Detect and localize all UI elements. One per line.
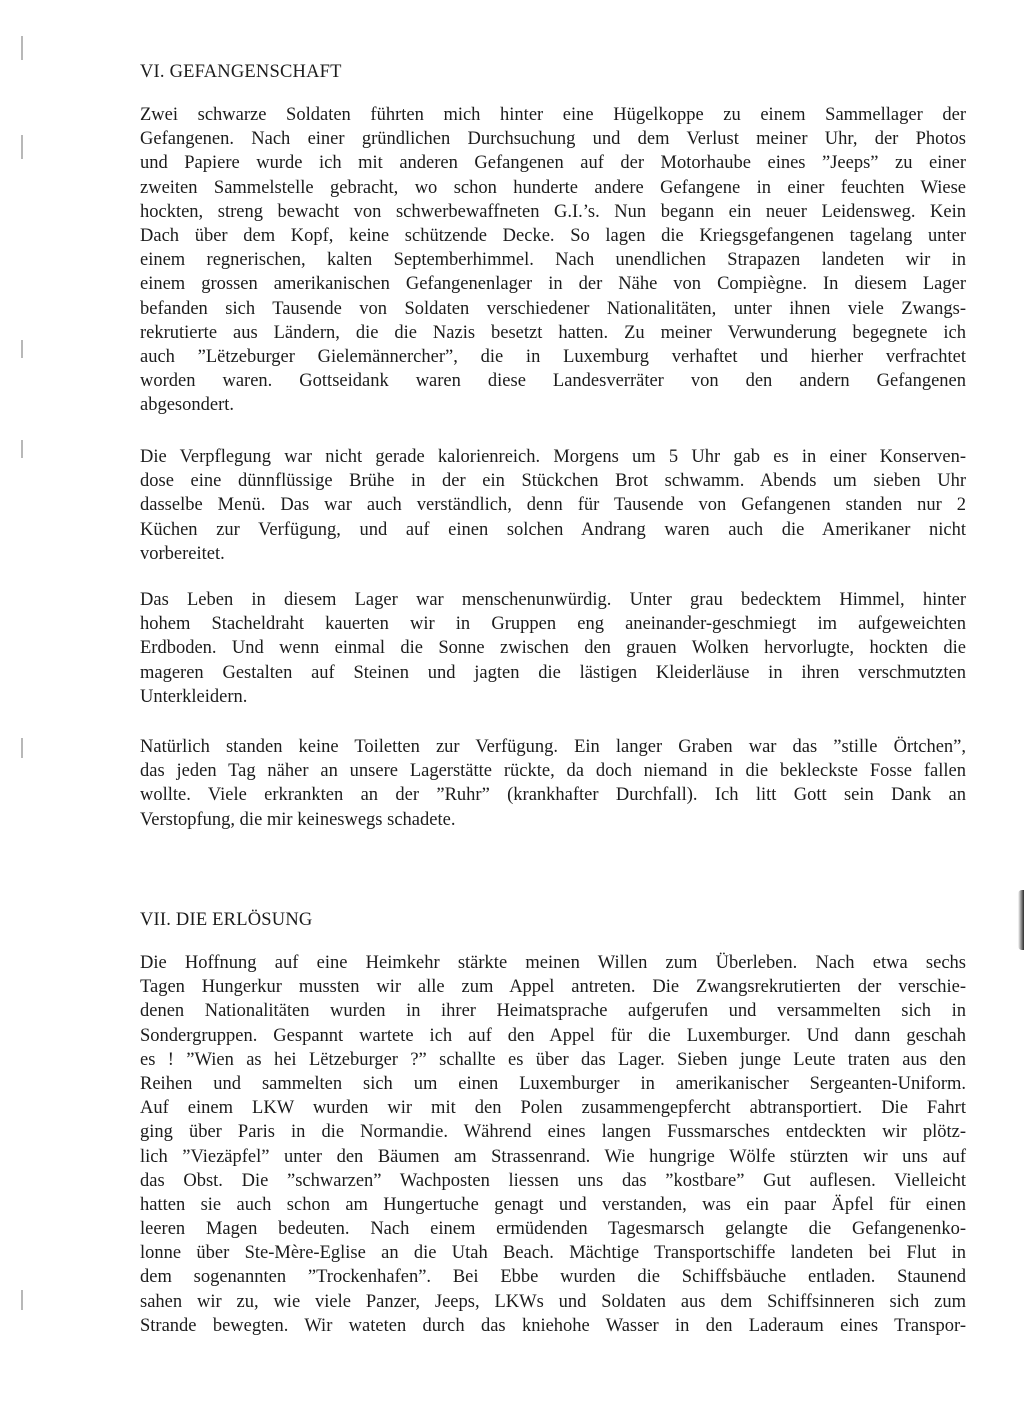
scan-edge-shadow — [1018, 890, 1024, 950]
text-line: das jeden Tag näher an unsere Lagerstätte rückte, da doch niemand in die bekleckste Fosse fallen — [140, 761, 966, 782]
paragraph — [140, 951, 966, 1338]
text-line: und Papiere wurde ich mit anderen Gefangenen auf der Motorhaube eines ”Jeeps” zu einer — [140, 153, 966, 174]
text-line: hatten sie auch schon am Hungertuche genagt und verstanden, was ein paar Äpfel für einen — [140, 1194, 966, 1215]
text-line: lonne über Ste-Mère-Eglise an die Utah Beach. Mächtige Transportschiffe landeten bei Flut in — [140, 1243, 966, 1264]
section-heading: VI. GEFANGENSCHAFT — [140, 62, 342, 82]
paragraph — [140, 735, 966, 832]
text-line: Küchen zur Verfügung, und auf einen solchen Andrang waren auch die Amerikaner nicht — [140, 519, 966, 540]
text-line: dasselbe Menü. Das war auch verständlich, denn für Tausende von Gefangenen standen nur 2 — [140, 495, 966, 516]
text-line: mageren Gestalten auf Steinen und jagten die lästigen Kleiderläuse in ihren verschmutzten — [140, 662, 966, 683]
text-line: leeren Magen bedeuten. Nach einem ermüdenden Tagesmarsch gelangte die Gefangenenko- — [140, 1219, 966, 1240]
text-line: einem grossen amerikanischen Gefangenenlager in der Nähe von Compiègne. In diesem Lager — [140, 274, 966, 295]
text-line: befanden sich Tausende von Soldaten verschiedener Nationalitäten, unter ihnen viele Zwangs- — [140, 298, 966, 319]
text-line: ging über Paris in die Normandie. Während eines langen Fussmarsches entdeckten wir plötz- — [140, 1122, 966, 1143]
text-line: lich ”Viezäpfel” unter den Bäumen am Strassenrand. Wie hungrige Wölfe stürzten wir uns auf — [140, 1146, 966, 1167]
text-line: einem regnerischen, kalten Septemberhimmel. Nach unendlichen Strapazen landeten wir in — [140, 250, 966, 271]
text-line: denen Nationalitäten wurden in ihrer Heimatsprache aufgerufen und versammelten sich in — [140, 1001, 966, 1022]
margin-mark — [21, 36, 23, 60]
text-line: Die Hoffnung auf eine Heimkehr stärkte meinen Willen zum Überleben. Nach etwa sechs — [140, 953, 966, 973]
text-line: dose eine dünnflüssige Brühe in der ein Stückchen Brot schwamm. Abends um sieben Uhr — [140, 471, 966, 492]
text-line: Unterkleidern. — [140, 686, 248, 707]
section-heading: VII. DIE ERLÖSUNG — [140, 910, 313, 930]
text-line: Die Verpflegung war nicht gerade kalorienreich. Morgens um 5 Uhr gab es in einer Konserven- — [140, 447, 966, 467]
text-line: vorbereitet. — [140, 543, 225, 564]
text-line: Gefangenen. Nach einer gründlichen Durchsuchung und dem Verlust meiner Uhr, der Photos — [140, 129, 966, 150]
paragraph — [140, 445, 966, 566]
text-line: das Obst. Die ”schwarzen” Wachposten liessen uns das ”kostbare” Gut auflesen. Vielleicht — [140, 1170, 966, 1191]
text-line: zweiten Sammelstelle gebracht, wo schon hunderte andere Gefangene in einer feuchten Wiese — [140, 177, 966, 198]
text-line: Dach über dem Kopf, keine schützende Decke. So lagen die Kriegsgefangenen tagelang unter — [140, 225, 966, 246]
text-line: Tagen Hungerkur mussten wir alle zum Appel antreten. Die Zwangsrekrutierten der verschie- — [140, 977, 966, 998]
text-line: hockten, streng bewacht von schwerbewaffneten G.I.’s. Nun begann ein neuer Leidensweg. Kein — [140, 201, 966, 222]
margin-mark — [21, 738, 23, 758]
text-line: hohem Stacheldraht kauerten wir in Gruppen eng aneinander-geschmiegt im aufgeweichten — [140, 614, 966, 635]
text-line: es ! ”Wien as hei Lëtzeburger ?” schallte es über das Lager. Sieben junge Leute traten aus den — [140, 1049, 966, 1070]
text-line: Sondergruppen. Gespannt wartete ich auf den Appel für die Luxemburger. Und dann geschah — [140, 1025, 966, 1046]
text-line: wollte. Viele erkrankten an der ”Ruhr” (krankhafter Durchfall). Ich litt Gott sein Dank an — [140, 785, 966, 806]
margin-mark — [21, 440, 23, 458]
text-line: Reihen und sammelten sich um einen Luxemburger in amerikanischer Sergeanten-Uniform. — [140, 1073, 966, 1094]
text-line: rekrutierte aus Ländern, die die Nazis besetzt hatten. Zu meiner Verwunderung begegnete ich — [140, 322, 966, 343]
text-line: auch ”Lëtzeburger Gielemännercher”, die in Luxemburg verhaftet und hierher verfrachtet — [140, 346, 966, 367]
text-line: abgesondert. — [140, 395, 235, 416]
margin-mark — [21, 1290, 23, 1310]
paragraph — [140, 103, 966, 417]
text-line: Erdboden. Und wenn einmal die Sonne zwischen den grauen Wolken hervorlugte, hockten die — [140, 638, 966, 659]
paragraph — [140, 588, 966, 709]
margin-mark — [21, 340, 23, 358]
text-line: dem sogenannten ”Trockenhafen”. Bei Ebbe wurden die Schiffsbäuche entladen. Staunend — [140, 1267, 966, 1288]
text-line: worden waren. Gottseidank waren diese Landesverräter von den andern Gefangenen — [140, 371, 966, 392]
text-line: Verstopfung, die mir keineswegs schadete. — [140, 809, 456, 830]
text-line: Das Leben in diesem Lager war menschenunwürdig. Unter grau bedecktem Himmel, hinter — [140, 590, 966, 610]
margin-mark — [21, 135, 23, 159]
text-line: Zwei schwarze Soldaten führten mich hinter eine Hügelkoppe zu einem Sammellager der — [140, 105, 966, 125]
text-line: sahen wir zu, wie viele Panzer, Jeeps, LKWs und Soldaten aus dem Schiffsinneren sich zum — [140, 1291, 966, 1312]
text-line: Auf einem LKW wurden wir mit den Polen zusammengepfercht abtransportiert. Die Fahrt — [140, 1098, 966, 1119]
text-line: Strande bewegten. Wir wateten durch das kniehohe Wasser in den Laderaum eines Transpor- — [140, 1315, 966, 1336]
text-line: Natürlich standen keine Toiletten zur Verfügung. Ein langer Graben war das ”stille Örtchen”, — [140, 737, 966, 757]
